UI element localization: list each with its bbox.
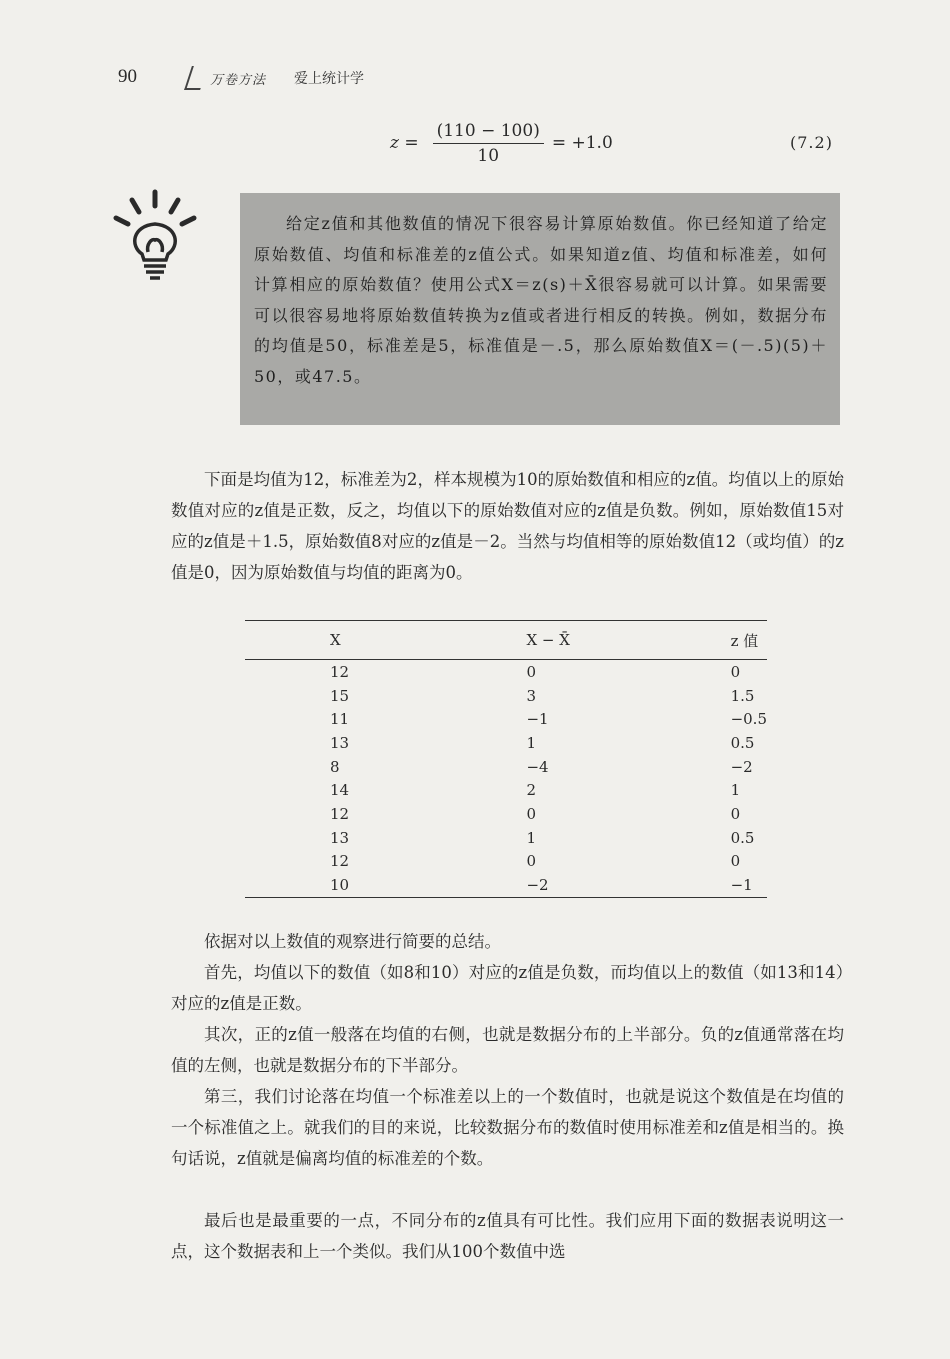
paragraph-summary-intro: 依据对以上数值的观察进行简要的总结。: [204, 932, 501, 951]
page-number: 90: [118, 66, 137, 87]
table-row: [245, 684, 767, 708]
table-row: [245, 660, 767, 684]
cell-z: 0: [730, 662, 741, 681]
cell-deviation: 0: [526, 852, 536, 871]
book-title: 爱上统计学: [294, 71, 365, 87]
paragraph-first: 首先，均值以下的数值（如8和10）对应的z值是负数，而均值以上的数值（如13和14）对应的z值是正数。: [171, 963, 844, 1013]
cell-x: 12: [330, 662, 350, 681]
table-row: [245, 850, 767, 874]
cell-deviation: 1: [526, 828, 536, 847]
table-row: [245, 873, 767, 897]
z-equation: [390, 120, 613, 166]
cell-z: 1: [730, 781, 741, 800]
cell-deviation: −4: [526, 757, 549, 776]
table-row: [245, 755, 767, 779]
brand-logo-icon: [184, 66, 208, 90]
cell-z: 0.5: [730, 828, 755, 847]
cell-z: 1.5: [730, 686, 755, 705]
table-row: [245, 802, 767, 826]
column-header-z: z 值: [641, 621, 767, 660]
table-row: [245, 707, 767, 731]
equation-denominator: 10: [477, 145, 500, 166]
cell-x: 8: [330, 757, 340, 776]
cell-x: 12: [330, 852, 350, 871]
paragraph-intro: 下面是均值为12，标准差为2，样本规模为10的原始数值和相应的z值。均值以上的原始数值对应的z值是正数，反之，均值以下的原始数值对应的z值是负数。例如，原始数值15对应的z值是＋1.5，原始数值8对应的z值是－2。当然与均值相等的原始数值12（或均值）的z值是0，因为原始数值与均值的距离为0。: [171, 470, 844, 582]
cell-deviation: 3: [526, 686, 536, 705]
cell-z: 0.5: [730, 733, 755, 752]
cell-x: 15: [330, 686, 350, 705]
brand-name: 万卷方法: [210, 72, 267, 88]
cell-z: −0.5: [730, 710, 767, 729]
column-header-x: X: [245, 621, 436, 660]
paragraph-second: 其次，正的z值一般落在均值的右侧，也就是数据分布的上半部分。负的z值通常落在均值的左侧，也就是数据分布的下半部分。: [171, 1025, 844, 1075]
cell-z: −1: [641, 873, 767, 897]
cell-x: 11: [330, 710, 350, 729]
cell-deviation: 1: [526, 733, 536, 752]
cell-x: 13: [330, 828, 350, 847]
running-header: [188, 62, 364, 94]
cell-deviation: 0: [526, 662, 536, 681]
z-score-table: [245, 620, 767, 898]
paragraph-third: 第三，我们讨论落在均值一个标准差以上的一个数值时，也就是说这个数值是在均值的一个标准值之上。就我们的目的来说，比较数据分布的数值时使用标准差和z值是相当的。换句话说，z值就是偏离均值的标准差的个数。: [171, 1087, 844, 1168]
equation-rhs: = +1.0: [551, 133, 613, 153]
table-header-row: [245, 621, 767, 660]
table-row: [245, 731, 767, 755]
cell-deviation: 2: [526, 781, 536, 800]
cell-x: 12: [330, 804, 350, 823]
lightbulb-icon: [110, 188, 200, 283]
equation-numerator: (110 − 100): [433, 121, 544, 144]
equation-lhs: z =: [390, 133, 419, 153]
cell-deviation: 0: [526, 804, 536, 823]
cell-z: −2: [730, 757, 753, 776]
equation-number: (7.2): [790, 133, 833, 152]
column-header-deviation: X − X̄: [436, 621, 640, 660]
cell-x: 10: [245, 873, 436, 897]
cell-x: 14: [330, 781, 350, 800]
tip-box: [240, 193, 840, 425]
tip-text: 给定z值和其他数值的情况下很容易计算原始数值。你已经知道了给定原始数值、均值和标准差的z值公式。如果知道z值、均值和标准差，如何计算相应的原始数值？使用公式X＝z(s)＋X̄很容易就可以计算。如果需要可以很容易地将原始数值转换为z值或者进行相反的转换。例如，数据分布的均值是50，标准差是5，标准值是－.5，那么原始数值X＝(－.5)(5)＋50，或47.5。: [254, 214, 828, 386]
paragraph-last: 最后也是最重要的一点，不同分布的z值具有可比性。我们应用下面的数据表说明这一点，这个数据表和上一个类似。我们从100个数值中选: [171, 1211, 844, 1261]
table-row: [245, 778, 767, 802]
cell-z: 0: [730, 804, 741, 823]
table-row: [245, 826, 767, 850]
cell-x: 13: [330, 733, 350, 752]
cell-deviation: −1: [526, 710, 549, 729]
equation-fraction: [433, 121, 544, 166]
cell-deviation: −2: [436, 873, 640, 897]
cell-z: 0: [730, 852, 741, 871]
